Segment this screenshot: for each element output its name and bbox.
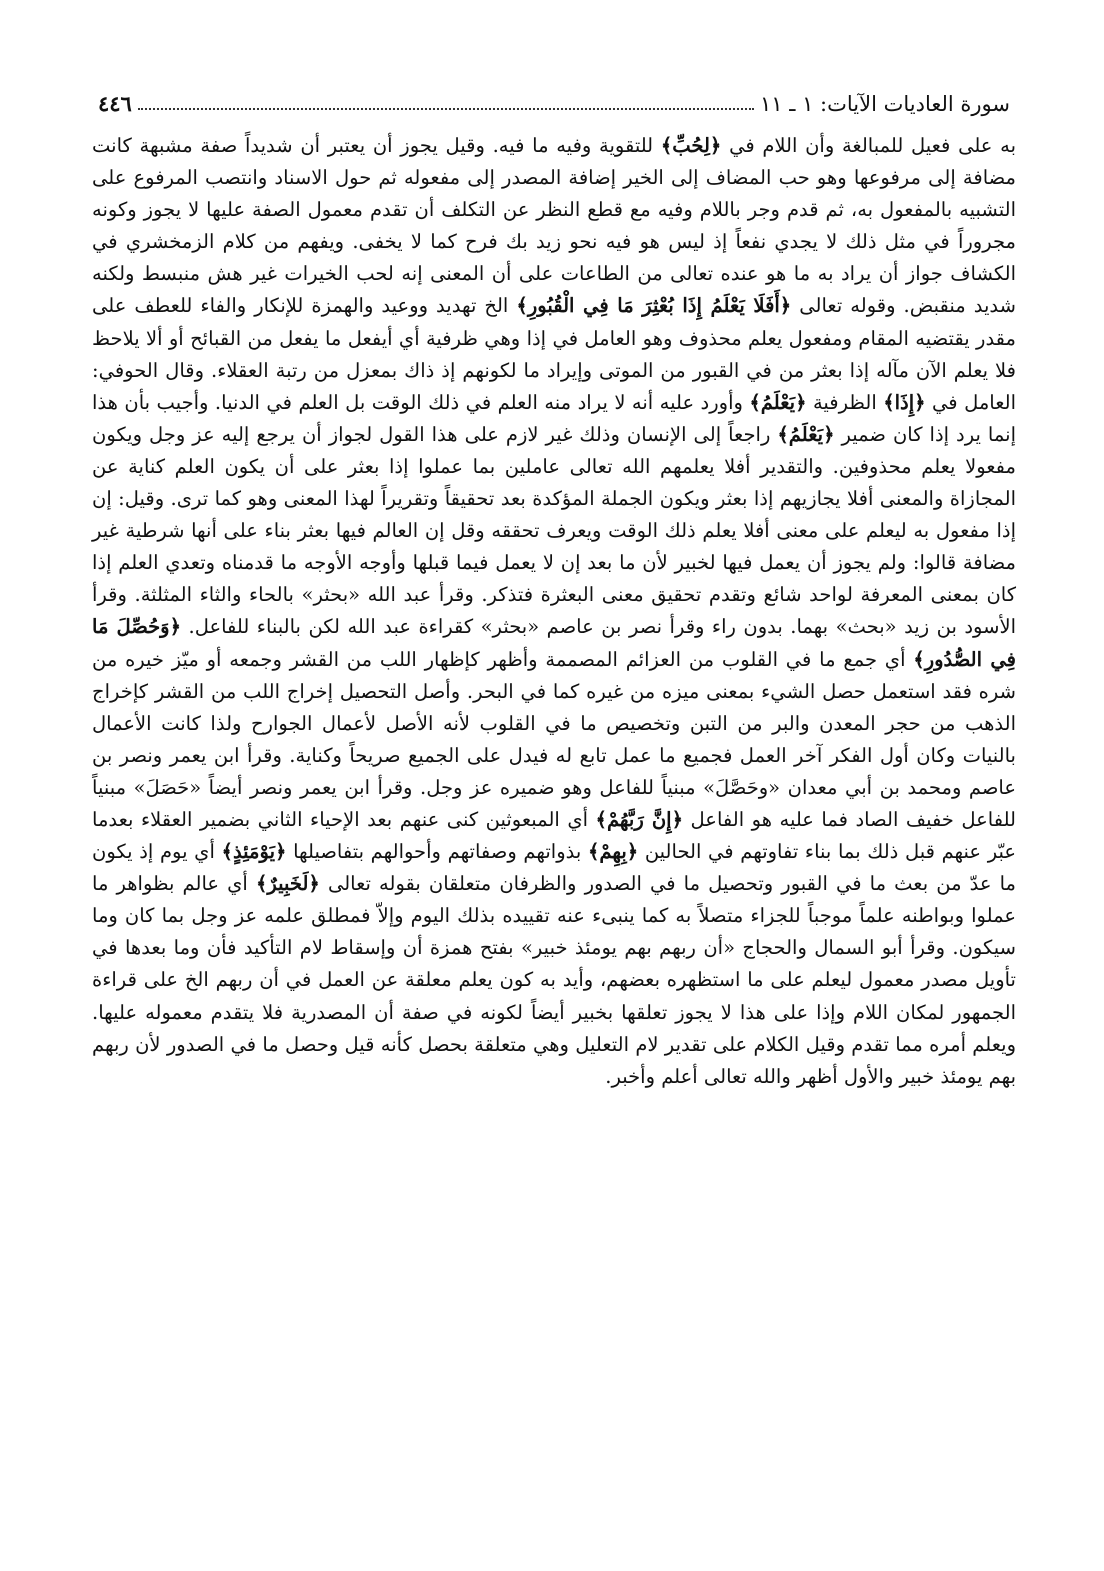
text-run: أي عالم بظواهر ما عملوا وبواطنه علماً موجباً للجزاء متصلاً به كما ينبىء عنه تقييده بذلك اليوم وإلاّ فمطلق علمه عز وجل بما كان وما سيكون. وقرأ أبو السمال والحجاج «أن ربهم بهم يومئذ خبير» بفتح همزة أن وإسقاط لام التأكيد فأن وما بعدها في تأويل مصدر معمول ليعلم على ما استظهره بعضهم، وأيد به كون يعلم معلقة عن العمل في أن ربهم الخ على قراءة الجمهور لمكان اللام وإذا على هذا لا يجوز تعلقها بخبير أيضاً لكونه في صفة أن المصدرية فلا يتقدم معموله عليها. ويعلم أمره مما تقدم وقيل الكلام على تقدير لام التعليل وهي متعلقة بحصل كأنه قيل وحصل ما في الصدور لأن ربهم بهم يومئذ خبير والأول أظهر والله تعالى أعلم وأخبر. bbox=[92, 872, 1016, 1088]
page-header bbox=[92, 84, 1016, 124]
quran-quote: ﴿لِحُبِّ﴾ bbox=[660, 134, 722, 157]
quran-quote: ﴿يَعْلَمُ﴾ bbox=[777, 422, 835, 446]
paragraph bbox=[92, 130, 1016, 1093]
text-run: راجعاً إلى الإنسان وذلك غير لازم على هذا القول لجواز أن يرجع إليه عز وجل ويكون مفعولا يعلم محذوفين. والتقدير أفلا يعلمهم الله تعالى عاملين بما عملوا إذا بعثر على أن يكون العلم كناية عن المجازاة والمعنى أفلا يجازيهم إذا بعثر ويكون الجملة المؤكدة بعد تحقيقاً وتقريراً لهذا المعنى وهو كما ترى. وقيل: إن إذا مفعول به ليعلم على معنى أفلا يعلم ذلك الوقت ويعرف تحققه وقل إن العالم فيها بعثر بناء على أنها شرطية غير مضافة قالوا: ولم يجوز أن يعمل فيها لخبير لأن ما بعد إن لا يعمل فيما قبلها وأوجه الأوجه ما قدمناه وتعدي العلم إذا كان بمعنى المعرفة لواحد شائع وتقدم تحقيق معنى البعثرة فتذكر. وقرأ عبد الله «بحثر» بالحاء والثاء المثلثة. وقرأ الأسود بن زيد «بحث» بهما. بدون راء وقرأ نصر بن عاصم «بحثر» كقراءة عبد الله لكن بالبناء للفاعل. bbox=[92, 422, 1017, 639]
quran-quote: ﴿إِذَا﴾ bbox=[883, 390, 926, 414]
quran-quote: ﴿يَعْلَمُ﴾ bbox=[749, 390, 807, 414]
text-run: للتقوية وفيه ما فيه. وقيل يجوز أن يعتبر أن شديداً صفة مشبهة كانت مضافة إلى مرفوعها وهو حب المضاف إلى الخير إضافة المصدر إلى مفعوله ثم حول الاسناد وانتصب المرفوع على التشبيه بالمفعول به، ثم قدم وجر باللام وفيه مع قطع النظر عن التكلف أن تقدم معمول الصفة عليها لا يجوز وكونه مجروراً في مثل ذلك لا يجدي نفعاً إذ ليس هو فيه نحو زيد بك فرح كما لا يخفى. ويفهم من كلام الزمخشري في الكشاف جواز أن يراد به ما هو عنده تعالى من الطاعات على أن المعنى إنه لحب الخيرات غير هش منبسط ولكنه شديد منقبض. وقوله تعالى bbox=[92, 134, 1016, 318]
book-page bbox=[92, 84, 1016, 1504]
quran-quote: ﴿يَوْمَئِذٍ﴾ bbox=[221, 840, 287, 864]
text-run: به على فعيل للمبالغة وأن اللام في bbox=[721, 134, 1016, 157]
text-run: أي جمع ما في القلوب من العزائم المصممة وأظهر كإظهار اللب من القشر وجمعه أو ميّز خيره من شره فقد استعمل حصل الشيء بمعنى ميزه من غيره كما في البحر. وأصل التحصيل إخراج اللب من القشر كإخراج الذهب من حجر المعدن والبر من التبن وتخصيص ما في القلوب لأنه الأصل لأعمال الجوارح ولذا كانت الأعمال بالنيات وكان أول الفكر آخر العمل فجميع ما عمل تابع له فيدل على الجميع صريحاً وكناية. وقرأ ابن يعمر ونصر بن عاصم ومحمد بن أبي معدان «وحَصَّلَ» مبنياً للفاعل وهو ضميره عز وجل. وقرأ ابن يعمر ونصر أيضاً «حَصَلَ» مبنياً للفاعل خفيف الصاد فما عليه هو الفاعل bbox=[92, 647, 1016, 831]
dotted-leader bbox=[138, 108, 754, 110]
quran-quote: ﴿وَحُصِّلَ مَا فِي الصُّدُورِ﴾ bbox=[92, 615, 1016, 671]
quran-quote: ﴿إِنَّ رَبَّهُمْ﴾ bbox=[595, 807, 684, 831]
text-run: أي يوم إذ يكون ما عدّ من بعث ما في القبور وتحصيل ما في الصدور والظرفان متعلقان بقوله تعالى bbox=[92, 840, 1016, 896]
text-run: الخ تهديد ووعيد والهمزة للإنكار والفاء للعطف على مقدر يقتضيه المقام ومفعول يعلم محذوف وهو العامل في إذا وهي ظرفية أي أيفعل ما يفعل من القبائح أو ألا يلاحظ فلا يعلم الآن مآله إذا بعثر من في القبور من الموتى وإيراد ما لكونهم إذ ذاك بمعزل من رتبة العقلاء. وقال الحوفي: العامل في bbox=[92, 294, 1016, 414]
quran-quote: ﴿بِهِمْ﴾ bbox=[587, 840, 639, 864]
text-run: وأورد عليه أنه لا يراد منه العلم في ذلك الوقت بل العلم في الدنيا. وأجيب بأن هذا إنما يرد إذا كان ضمير bbox=[92, 390, 1016, 446]
text-run: أي المبعوثين كنى عنهم بعد الإحياء الثاني بضمير العقلاء بعدما عبّر عنهم قبل ذلك بما بناء تفاوتهم في الحالين bbox=[92, 807, 1016, 864]
text-run: الظرفية bbox=[806, 390, 884, 414]
quran-quote: ﴿أَفَلَا يَعْلَمُ إِذَا بُعْثِرَ مَا فِي الْقُبُورِ﴾ bbox=[516, 294, 792, 318]
commentary-text bbox=[92, 130, 1016, 1093]
page-number: ٤٤٦ bbox=[98, 91, 132, 116]
running-title: سورة العاديات الآيات: ١ ـ ١١ bbox=[760, 92, 1010, 116]
quran-quote: ﴿لَخَبِيرٌ﴾ bbox=[255, 872, 320, 896]
text-run: بذواتهم وصفاتهم وأحوالهم بتفاصيلها bbox=[286, 840, 588, 864]
